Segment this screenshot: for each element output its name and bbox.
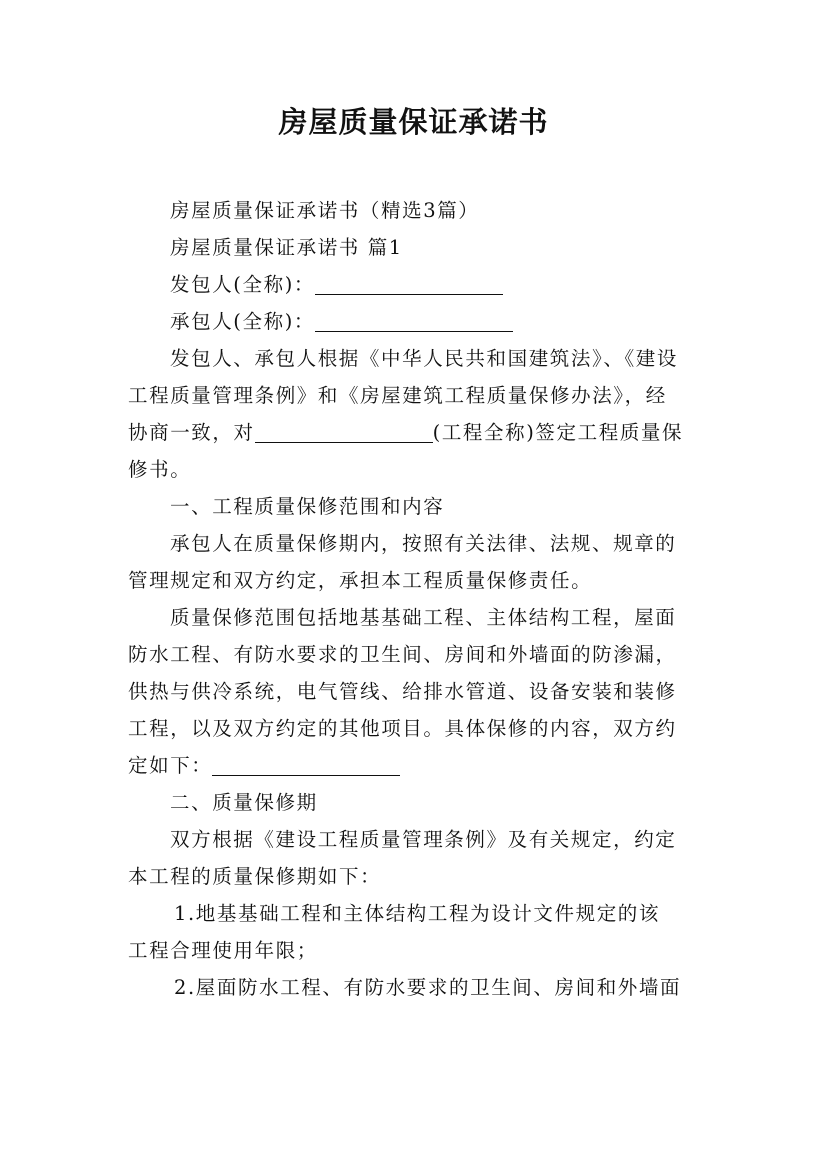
item1-line-1: 1.地基基础工程和主体结构工程为设计文件规定的该 <box>174 902 661 925</box>
s2-p1-line-2: 本工程的质量保修期如下： <box>128 865 382 888</box>
project-name-blank <box>255 418 433 443</box>
s1-p2-line-1: 质量保修范围包括地基基础工程、主体结构工程，屋面 <box>170 606 677 629</box>
intro-line-4: 修书。 <box>128 458 192 481</box>
subtitle-line: 房屋质量保证承诺书（精选3篇） <box>170 199 480 222</box>
document-title: 房屋质量保证承诺书 <box>278 105 549 139</box>
intro-line-3-start: 协商一致，对 <box>128 421 255 444</box>
section1-heading: 一、工程质量保修范围和内容 <box>170 495 445 518</box>
item2-line-1: 2.屋面防水工程、有防水要求的卫生间、房间和外墙面 <box>174 976 682 999</box>
party-b-blank <box>315 307 513 332</box>
content-blank <box>212 751 400 776</box>
s1-p1-line-1: 承包人在质量保修期内，按照有关法律、法规、规章的 <box>170 532 677 555</box>
intro-line-2: 工程质量管理条例》和《房屋建筑工程质量保修办法》，经 <box>128 384 667 407</box>
party-a-line <box>128 266 704 303</box>
s1-p1-line-2: 管理规定和双方约定，承担本工程质量保修责任。 <box>128 569 593 592</box>
s2-p1-line-1: 双方根据《建设工程质量管理条例》及有关规定，约定 <box>170 828 677 851</box>
party-b-label: 承包人(全称)： <box>170 310 316 333</box>
s1-p2-line-3: 供热与供冷系统，电气管线、给排水管道、设备安装和装修 <box>128 680 677 703</box>
s1-p2-line-4: 工程，以及双方约定的其他项目。具体保修的内容，双方约 <box>128 717 677 740</box>
intro-line-3 <box>128 414 704 451</box>
party-b-line <box>128 303 704 340</box>
document-body <box>128 192 704 1006</box>
s1-p2-line-5-text: 定如下： <box>128 754 213 777</box>
s1-p2-line-5 <box>128 747 704 784</box>
section2-heading: 二、质量保修期 <box>170 791 318 814</box>
item1-line-2: 工程合理使用年限； <box>128 939 318 962</box>
s1-p2-line-2: 防水工程、有防水要求的卫生间、房间和外墙面的防渗漏， <box>128 643 677 666</box>
party-a-label: 发包人(全称)： <box>170 273 316 296</box>
party-a-blank <box>315 270 503 295</box>
intro-line-3-end: (工程全称)签定工程质量保 <box>432 421 684 444</box>
intro-line-1: 发包人、承包人根据《中华人民共和国建筑法》、《建设 <box>170 347 679 370</box>
chapter-line: 房屋质量保证承诺书 篇1 <box>170 236 403 259</box>
